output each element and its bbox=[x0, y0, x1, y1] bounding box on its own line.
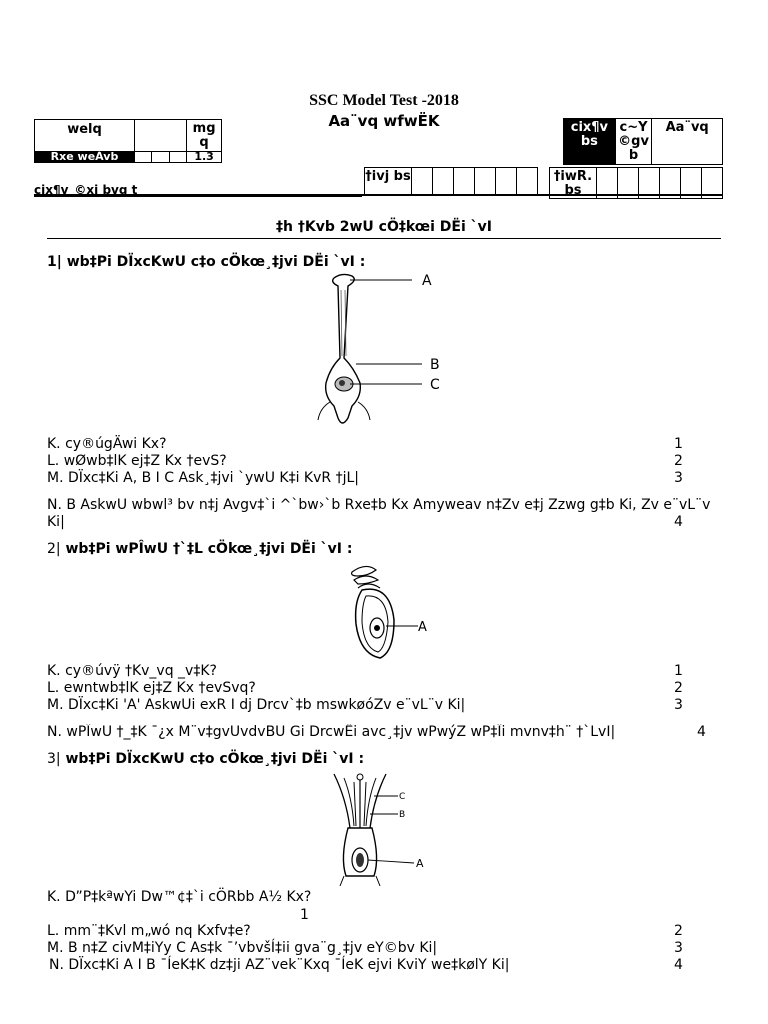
full-marks-label: c~Y ©gv b bbox=[615, 119, 652, 165]
figure-3-label-a: A bbox=[416, 857, 424, 870]
question-3-text: wb‡Pi DÏxcKwU c‡o cÖkœ¸‡jvi DËi `vI : bbox=[65, 751, 365, 767]
figure-2-label-a: A bbox=[418, 620, 427, 635]
q3-item-l: L. mm¨‡Kvl m„wó nq Kxfv‡e? bbox=[47, 923, 251, 939]
exam-info-box bbox=[563, 118, 723, 165]
section-title: ‡h †Kvb 2wU cÖ‡kœi DËi `vI bbox=[276, 219, 492, 235]
figure-3-label-c: C bbox=[399, 792, 406, 802]
subject-label: welq bbox=[35, 120, 135, 152]
set-label: mg q bbox=[187, 120, 222, 152]
figure-1-label-a: A bbox=[422, 273, 432, 289]
question-3-prompt bbox=[47, 751, 364, 767]
question-2-text: wb‡Pi wPÎwU †`‡L cÖkœ¸‡jvi DËi `vI : bbox=[65, 541, 353, 557]
subject-name-label: Rxe weÁvb bbox=[35, 152, 135, 163]
question-2-prompt bbox=[47, 541, 352, 557]
q1-item-m: M. DÏxc‡Ki A, B I C Ask¸‡jvi `ywU K‡i KvR †jL| bbox=[47, 470, 359, 486]
header-underline-right bbox=[362, 194, 723, 196]
figure-1-label-c: C bbox=[430, 377, 440, 393]
subject-code-boxes bbox=[135, 152, 187, 163]
q2-item-l-marks: 2 bbox=[674, 680, 683, 696]
flower-section-figure bbox=[326, 768, 436, 888]
q3-item-k-marks: 1 bbox=[300, 907, 309, 923]
q3-item-k: K. D”P‡kªwYi Dw™¢‡`i cÖRbb A½ Kx? bbox=[47, 889, 312, 905]
subject-title: Aa¨vq wfwËK bbox=[328, 112, 440, 130]
q2-item-n: N. wPÎwU †_‡K ¯¿x M¨v‡gvUvdvBU Gi DrcwËi avc¸‡jv wPwýZ wP‡Îi mvnv‡h¨ †`LvI| bbox=[47, 724, 616, 740]
q1-item-l: L. wØwb‡lK ej‡Z Kx †evS? bbox=[47, 453, 227, 469]
question-2-number: 2| bbox=[47, 541, 61, 557]
q1-item-l-marks: 2 bbox=[674, 453, 683, 469]
flower-pistil-figure bbox=[312, 268, 452, 438]
question-3-number: 3| bbox=[47, 751, 61, 767]
exam-number-label: cix¶v bs bbox=[564, 119, 616, 165]
question-1-text: wb‡Pi DÏxcKwU c‡o cÖkœ¸‡jvi DËi `vI : bbox=[66, 254, 366, 270]
q2-item-k: K. cy®úvÿ †Kv_vq _v‡K? bbox=[47, 663, 217, 679]
header-underline bbox=[34, 194, 362, 197]
subject-info-box bbox=[34, 119, 222, 163]
q1-item-k-marks: 1 bbox=[674, 436, 683, 452]
ovule-figure bbox=[346, 562, 446, 662]
subject-code-cell bbox=[135, 120, 187, 152]
q1-item-n-marks: 4 bbox=[674, 514, 683, 530]
q3-item-n: N. DÏxc‡Ki A I B ¯ÍeK‡K dz‡ji AZ¨vek¨Kxq ¯ÍeK ejvi KviY we‡kølY Ki| bbox=[49, 957, 510, 973]
registration-label: †iwR. bs bbox=[550, 168, 597, 199]
chapter-label: Aa¨vq bbox=[652, 119, 723, 165]
set-value: 1.3 bbox=[187, 152, 222, 163]
q2-item-m-marks: 3 bbox=[674, 697, 683, 713]
exam-title: SSC Model Test -2018 bbox=[309, 92, 459, 109]
section-divider bbox=[47, 238, 721, 239]
q2-item-l: L. ewntwb‡lK ej‡Z Kx †evSvq? bbox=[47, 680, 256, 696]
roll-label: †ivj bs bbox=[365, 168, 412, 196]
question-1-number: 1| bbox=[47, 254, 62, 270]
q3-item-m: M. B n‡Z civM‡iYy C As‡k ¯’vbvšÍ‡ii gva¨g¸‡jv eY©bv Ki| bbox=[47, 940, 438, 956]
q3-item-m-marks: 3 bbox=[674, 940, 683, 956]
q1-item-n: N. B AskwU wbwl³ bv n‡j Avgv‡`i ^`bw›`b Rxe‡b Kx Amyweav n‡Zv e‡j Zzwg g‡b Ki, Zv e¨vL¨v Ki| bbox=[47, 497, 711, 530]
figure-3-label-b: B bbox=[399, 810, 406, 820]
q2-item-k-marks: 1 bbox=[674, 663, 683, 679]
figure-1-label-b: B bbox=[430, 357, 440, 373]
q2-item-n-marks: 4 bbox=[697, 724, 706, 740]
examinee-name-label: cix¶v_©xi bvg t bbox=[34, 183, 138, 197]
q3-item-l-marks: 2 bbox=[674, 923, 683, 939]
roll-number-boxes bbox=[364, 167, 538, 196]
q1-item-m-marks: 3 bbox=[674, 470, 683, 486]
q1-item-k: K. cy®úgÄwi Kx? bbox=[47, 436, 167, 452]
q2-item-m: M. DÏxc‡Ki 'A' AskwUi exR I dj Drcv`‡b mswkøóZv e¨vL¨v Ki| bbox=[47, 697, 466, 713]
q3-item-n-marks: 4 bbox=[674, 957, 683, 973]
